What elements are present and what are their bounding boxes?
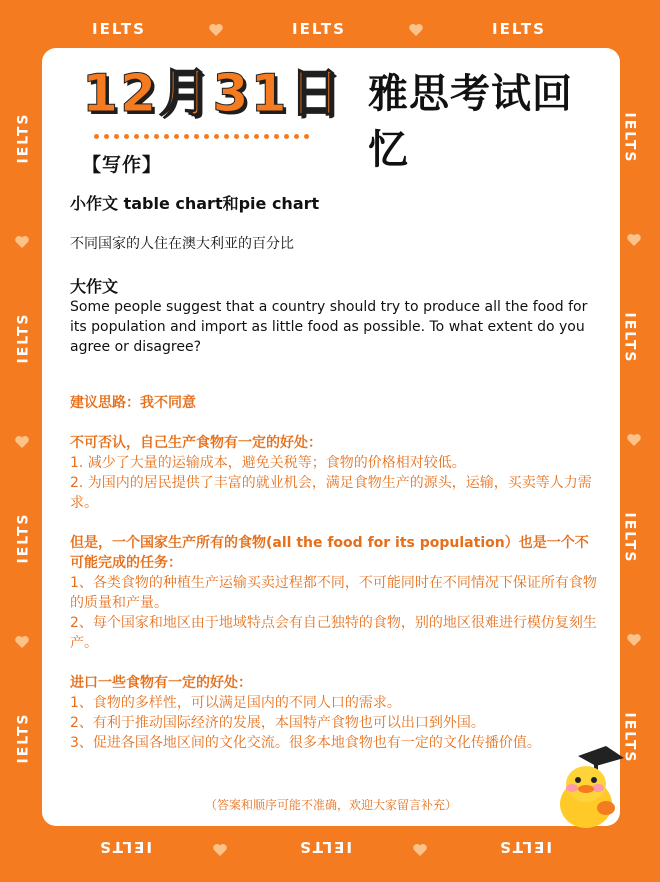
- heart-icon: [208, 22, 224, 38]
- frame-label: IELTS: [492, 20, 546, 38]
- section-heading: 【写作】: [82, 154, 163, 176]
- point3-item: 1、食物的多样性，可以满足国内的不同人口的需求。: [70, 695, 401, 711]
- frame-label: IELTS: [292, 20, 346, 38]
- heart-icon: [626, 632, 642, 648]
- task2-text: Some people suggest that a country should try to produce all the food for its population and import as little food as possible. To what extent do you agree or disagree?: [70, 299, 588, 355]
- point1-item: 1. 减少了大量的运输成本，避免关税等；食物的价格相对较低。: [70, 455, 466, 471]
- frame-label: IELTS: [15, 112, 32, 164]
- title-text: 雅思考试回忆: [368, 71, 573, 173]
- frame-label: IELTS: [298, 838, 352, 856]
- heart-icon: [408, 22, 424, 38]
- article-body: [70, 150, 600, 753]
- title-date: 12月31日: [82, 64, 343, 124]
- frame-label: IELTS: [498, 838, 552, 856]
- frame-label: IELTS: [621, 312, 638, 364]
- stance-text: 建议思路：我不同意: [70, 395, 196, 411]
- point1-heading: 不可否认，自己生产食物有一定的好处：: [70, 435, 322, 451]
- duck-mascot-icon: [550, 742, 630, 832]
- frame-label: IELTS: [98, 838, 152, 856]
- frame-label: IELTS: [92, 20, 146, 38]
- heart-icon: [412, 842, 428, 858]
- task2-heading: 大作文: [70, 277, 119, 296]
- heart-icon: [14, 634, 30, 650]
- task1-heading: 小作文 table chart和pie chart: [70, 194, 320, 213]
- frame-label: IELTS: [15, 312, 32, 364]
- heart-icon: [14, 234, 30, 250]
- heart-icon: [626, 432, 642, 448]
- frame-label: IELTS: [621, 512, 638, 564]
- point1-item: 2. 为国内的居民提供了丰富的就业机会，满足食物生产的源头，运输，买卖等人力需求。: [70, 475, 592, 511]
- point3-item: 3、促进各国各地区间的文化交流。很多本地食物也有一定的文化传播价值。: [70, 735, 541, 751]
- point2-item: 2、每个国家和地区由于地域特点会有自己独特的食物，别的地区很难进行模仿复刻生产。: [70, 615, 597, 651]
- content-card: [42, 48, 620, 826]
- task1-text: 不同国家的人住在澳大利亚的百分比: [70, 236, 294, 252]
- point3-item: 2、有利于推动国际经济的发展，本国特产食物也可以出口到外国。: [70, 715, 485, 731]
- dotted-divider: [94, 124, 314, 132]
- point2-item: 1、各类食物的种植生产运输买卖过程都不同，不可能同时在不同情况下保证所有食物的质量和产量。: [70, 575, 597, 611]
- frame-label: IELTS: [15, 512, 32, 564]
- footer-note: （答案和顺序可能不准确，欢迎大家留言补充）: [204, 798, 457, 812]
- frame-label: IELTS: [621, 712, 638, 764]
- heart-icon: [14, 434, 30, 450]
- heart-icon: [626, 232, 642, 248]
- heart-icon: [212, 842, 228, 858]
- point3-heading: 进口一些食物有一定的好处：: [70, 675, 252, 691]
- frame-label: IELTS: [15, 712, 32, 764]
- point2-heading: 但是，一个国家生产所有的食物(all the food for its population）也是一个不可能完成的任务：: [70, 535, 589, 571]
- frame-label: IELTS: [621, 112, 638, 164]
